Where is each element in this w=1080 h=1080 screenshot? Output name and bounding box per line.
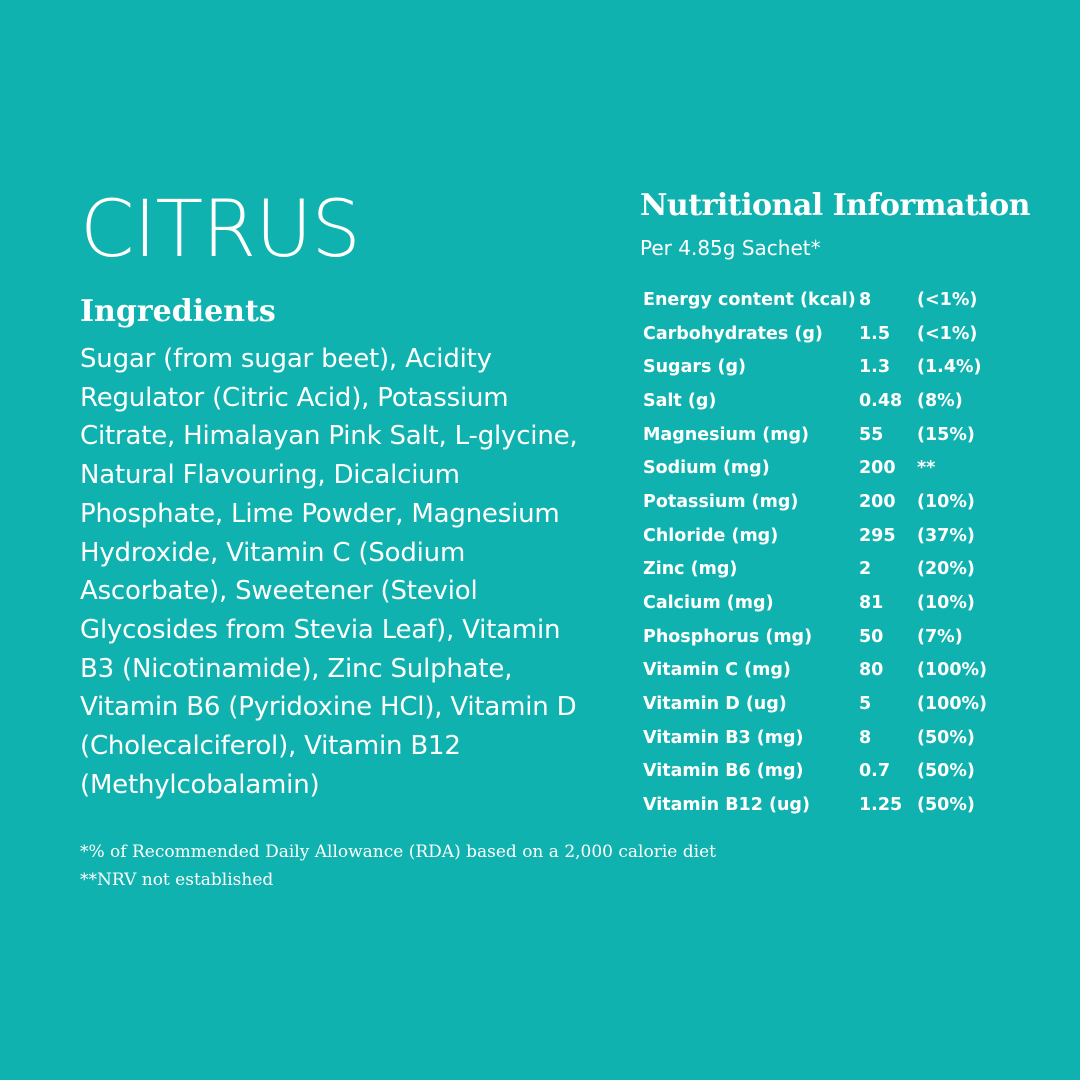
nutrient-name: Vitamin B3 (mg) [643,727,804,748]
nutrient-amount: 1.3 [859,357,891,378]
nutrition-row [643,451,997,485]
nutrient-rda: (50%) [917,727,975,748]
nutrient-name: Vitamin C (mg) [643,660,791,681]
nutrient-rda: (100%) [917,694,988,715]
nutrition-row [643,418,997,452]
nutrition-row [643,721,997,755]
nutrient-amount: 1.25 [859,795,903,816]
nutrient-amount: 81 [859,593,884,614]
nutrient-amount: 200 [859,491,896,512]
rda-footnote: *% of Recommended Daily Allowance (RDA) based on a 2,000 calorie diet [80,842,716,862]
nutrient-rda: (<1%) [917,323,978,344]
nutrient-name: Chloride (mg) [643,525,779,546]
nutrient-rda: (37%) [917,525,975,546]
nutrient-rda: ** [917,458,936,479]
nutrient-amount: 8 [859,289,872,310]
nutrition-row [643,620,997,654]
nutrient-name: Vitamin D (ug) [643,694,787,715]
nutrient-amount: 80 [859,660,884,681]
nutrient-name: Sugars (g) [643,357,747,378]
ingredients-text: Sugar (from sugar beet), Acidity Regulator (Citric Acid), Potassium Citrate, Himalayan Pink Salt, L-glycine, Natural Flavouring, Dicalcium Phosphate, Lime Powder, Magnesium Hydroxide, Vitamin C (Sodium Ascorbate), Sweetener (Steviol Glycosides from Stevia Leaf), Vitamin B3 (Nicotinamide), Zinc Sulphate, Vitamin B6 (Pyridoxine HCl), Vitamin D (Cholecalciferol), Vitamin B12 (Methylcobalamin) [80,344,578,800]
nutrient-name: Vitamin B12 (ug) [643,795,810,816]
nutrition-heading: Nutritional Information [640,188,1030,223]
nutrient-amount: 0.48 [859,390,903,411]
nutrition-row [643,317,997,351]
nutrient-amount: 5 [859,694,872,715]
nutrient-name: Energy content (kcal) [643,289,856,310]
nutrient-rda: (50%) [917,795,975,816]
nutrition-row [643,654,997,688]
nutrition-row [643,350,997,384]
footnotes [80,838,716,894]
nutrient-amount: 50 [859,626,884,647]
nutrient-name: Calcium (mg) [643,593,774,614]
nutrition-row [643,384,997,418]
nutrient-amount: 200 [859,458,896,479]
nutrition-row [643,519,997,553]
nrv-footnote: **NRV not established [80,870,274,890]
nutrition-row [643,788,997,822]
nutrient-name: Sodium (mg) [643,458,770,479]
nutrient-rda: (1.4%) [917,357,982,378]
nutrient-name: Zinc (mg) [643,559,738,580]
nutrition-row [643,687,997,721]
nutrient-rda: (10%) [917,593,975,614]
product-title: CITRUS [80,185,360,275]
nutrition-table-body [643,283,997,822]
nutrient-name: Phosphorus (mg) [643,626,813,647]
nutrient-name: Salt (g) [643,390,717,411]
nutrient-amount: 295 [859,525,896,546]
nutrient-rda: (15%) [917,424,975,445]
nutrient-name: Vitamin B6 (mg) [643,761,804,782]
nutrition-row [643,485,997,519]
nutrient-name: Magnesium (mg) [643,424,810,445]
nutrient-rda: (7%) [917,626,963,647]
nutrition-row [643,755,997,789]
nutrient-rda: (8%) [917,390,963,411]
nutrition-row [643,553,997,587]
nutrient-rda: (100%) [917,660,988,681]
nutrition-table [643,283,997,822]
nutrition-row [643,283,997,317]
nutrient-amount: 1.5 [859,323,891,344]
ingredients-heading: Ingredients [80,294,276,329]
nutrient-rda: (10%) [917,491,975,512]
nutrition-subheading: Per 4.85g Sachet* [640,236,821,260]
nutrient-rda: (<1%) [917,289,978,310]
nutrient-amount: 0.7 [859,761,891,782]
nutrient-rda: (20%) [917,559,975,580]
nutrient-amount: 8 [859,727,872,748]
nutrition-row [643,586,997,620]
nutrient-name: Carbohydrates (g) [643,323,823,344]
nutrient-amount: 55 [859,424,884,445]
nutrient-rda: (50%) [917,761,975,782]
nutrient-amount: 2 [859,559,872,580]
nutrient-name: Potassium (mg) [643,491,799,512]
